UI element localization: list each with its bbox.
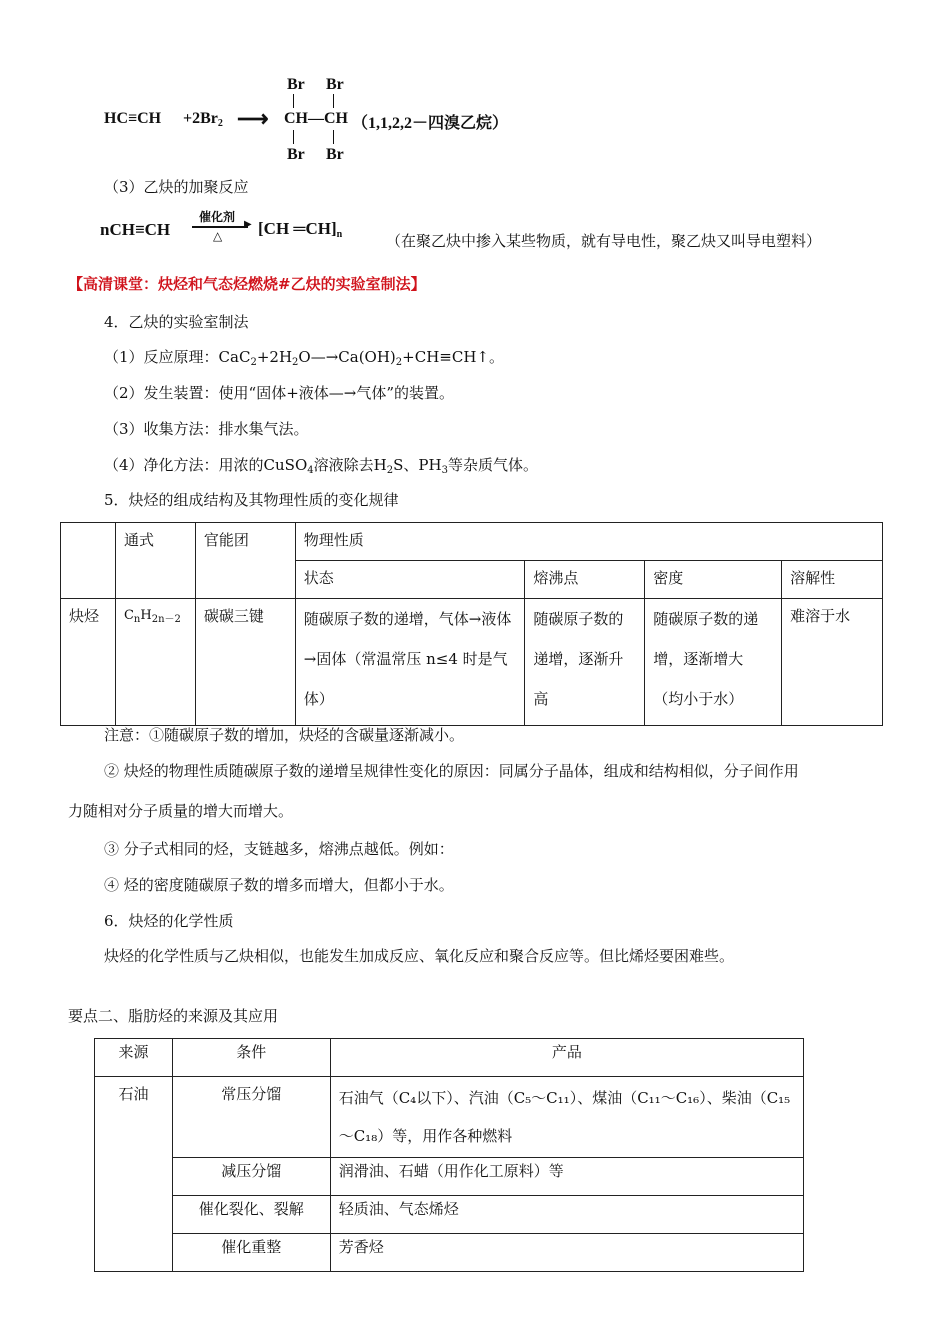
alkyne-properties-table [60,522,883,726]
eq1-bond-bottom-left [293,130,294,144]
header-product: 产品 [330,1039,803,1077]
eq1-reactant: HC≡CH [104,110,162,127]
eq1-br-top-left: Br [287,76,305,93]
eq2-catalyst: 催化剂 [199,210,236,224]
header-density: 密度 [645,561,782,599]
eq1-bromine: $+2Br_2$ [183,110,223,129]
eq1-bond-top-left [293,94,294,108]
row-solubility: 难溶于水 [782,599,883,726]
section-4-line-1: （1）反应原理：$CaC_2+2H_2O—\to Ca(OH)_2+CH\equiv CH↑$。 [104,348,504,368]
product-vacuum-distillation: 润滑油、石蜡（用作化工原料）等 [330,1158,803,1196]
section-4-line-2: （2）发生装置：使用“固体+液体—→气体”的装置。 [104,384,455,402]
eq1-br-bottom-right: Br [326,146,344,163]
point-2-title: 要点二、脂肪烃的来源及其应用 [68,1007,279,1025]
section-4-title: 4．乙炔的实验室制法 [104,313,249,331]
condition-atmospheric-distillation: 常压分馏 [172,1077,330,1158]
header-physical-properties: 物理性质 [295,523,882,561]
eq2-arrow-line [192,226,248,228]
header-functional-group: 官能团 [195,523,295,599]
eq1-bond-bottom-right [333,130,334,144]
eq2-product: [CH $═CH]_n$ [258,219,343,240]
row-functional-group: 碳碳三键 [195,599,295,726]
row-formula: $C_nH_{2n-2}$ [115,599,195,726]
condition-catalytic-cracking: 催化裂化、裂解 [172,1196,330,1234]
section-4-line-4: （4）净化方法：用浓的CuSO$_4$溶液除去$H_2S$、$PH_3$等杂质气体。 [104,456,538,476]
eq2-arrow-head: ▶ [244,219,252,230]
note-4: ④ 烃的密度随碳原子数的增多而增大，但都小于水。 [104,876,454,894]
section-5-title: 5．炔烃的组成结构及其物理性质的变化规律 [104,491,399,509]
row-density: 随碳原子数的递增，逐渐增大（均小于水） [645,599,782,726]
product-atmospheric-distillation: 石油气（C₄以下）、汽油（C₅～C₁₁）、煤油（C₁₁～C₁₆）、柴油（C₁₅～C₁₈）等，用作各种燃料 [330,1077,803,1158]
section-3-title: （3）乙炔的加聚反应 [104,178,249,196]
row-name: 炔烃 [61,599,116,726]
eq1-br-top-right: Br [326,76,344,93]
eq2-reactant: nCH≡CH [100,220,171,239]
header-state: 状态 [295,561,525,599]
header-solubility: 溶解性 [782,561,883,599]
product-catalytic-reforming: 芳香烃 [330,1234,803,1272]
section-6-title: 6．炔烃的化学性质 [104,912,234,930]
row-boiling-point: 随碳原子数的递增，逐渐升高 [525,599,645,726]
source-petroleum: 石油 [95,1077,173,1272]
condition-catalytic-reforming: 催化重整 [172,1234,330,1272]
aliphatic-sources-table [94,1038,804,1272]
eq1-arrow: ⟶ [237,106,269,131]
eq1-bond-top-right [333,94,334,108]
header-source: 来源 [95,1039,173,1077]
section-4-line-3: （3）收集方法：排水集气法。 [104,420,309,438]
eq1-product-chain: CH—CH [284,110,348,127]
eq1-product-name: （1,1,2,2－四溴乙烷） [352,115,509,132]
note-2-line-1: ② 炔烃的物理性质随碳原子数的递增呈规律性变化的原因：同属分子晶体，组成和结构相似，分子间作用 [104,762,799,780]
product-catalytic-cracking: 轻质油、气态烯烃 [330,1196,803,1234]
section-6-body: 炔烃的化学性质与乙炔相似，也能发生加成反应、氧化反应和聚合反应等。但比烯烃要困难些。 [104,947,735,965]
note-3: ③ 分子式相同的烃，支链越多，熔沸点越低。例如： [104,840,454,858]
eq1-br-bottom-left: Br [287,146,305,163]
note-2-line-2: 力随相对分子质量的增大而增大。 [68,802,294,820]
note-1: 注意：①随碳原子数的增加，炔烃的含碳量逐渐减小。 [104,726,465,744]
header-general-formula: 通式 [115,523,195,599]
table-corner-cell [61,523,116,599]
hd-class-link[interactable]: 【高清课堂：炔烃和气态烃燃烧#乙炔的实验室制法】 [68,275,426,293]
row-state: 随碳原子数的递增，气体→液体→固体（常温常压 n≤4 时是气体） [295,599,525,726]
eq2-heat: △ [213,229,223,243]
eq2-note: （在聚乙炔中掺入某些物质，就有导电性，聚乙炔又叫导电塑料） [386,232,822,250]
header-boiling-point: 熔沸点 [525,561,645,599]
header-condition: 条件 [172,1039,330,1077]
condition-vacuum-distillation: 减压分馏 [172,1158,330,1196]
